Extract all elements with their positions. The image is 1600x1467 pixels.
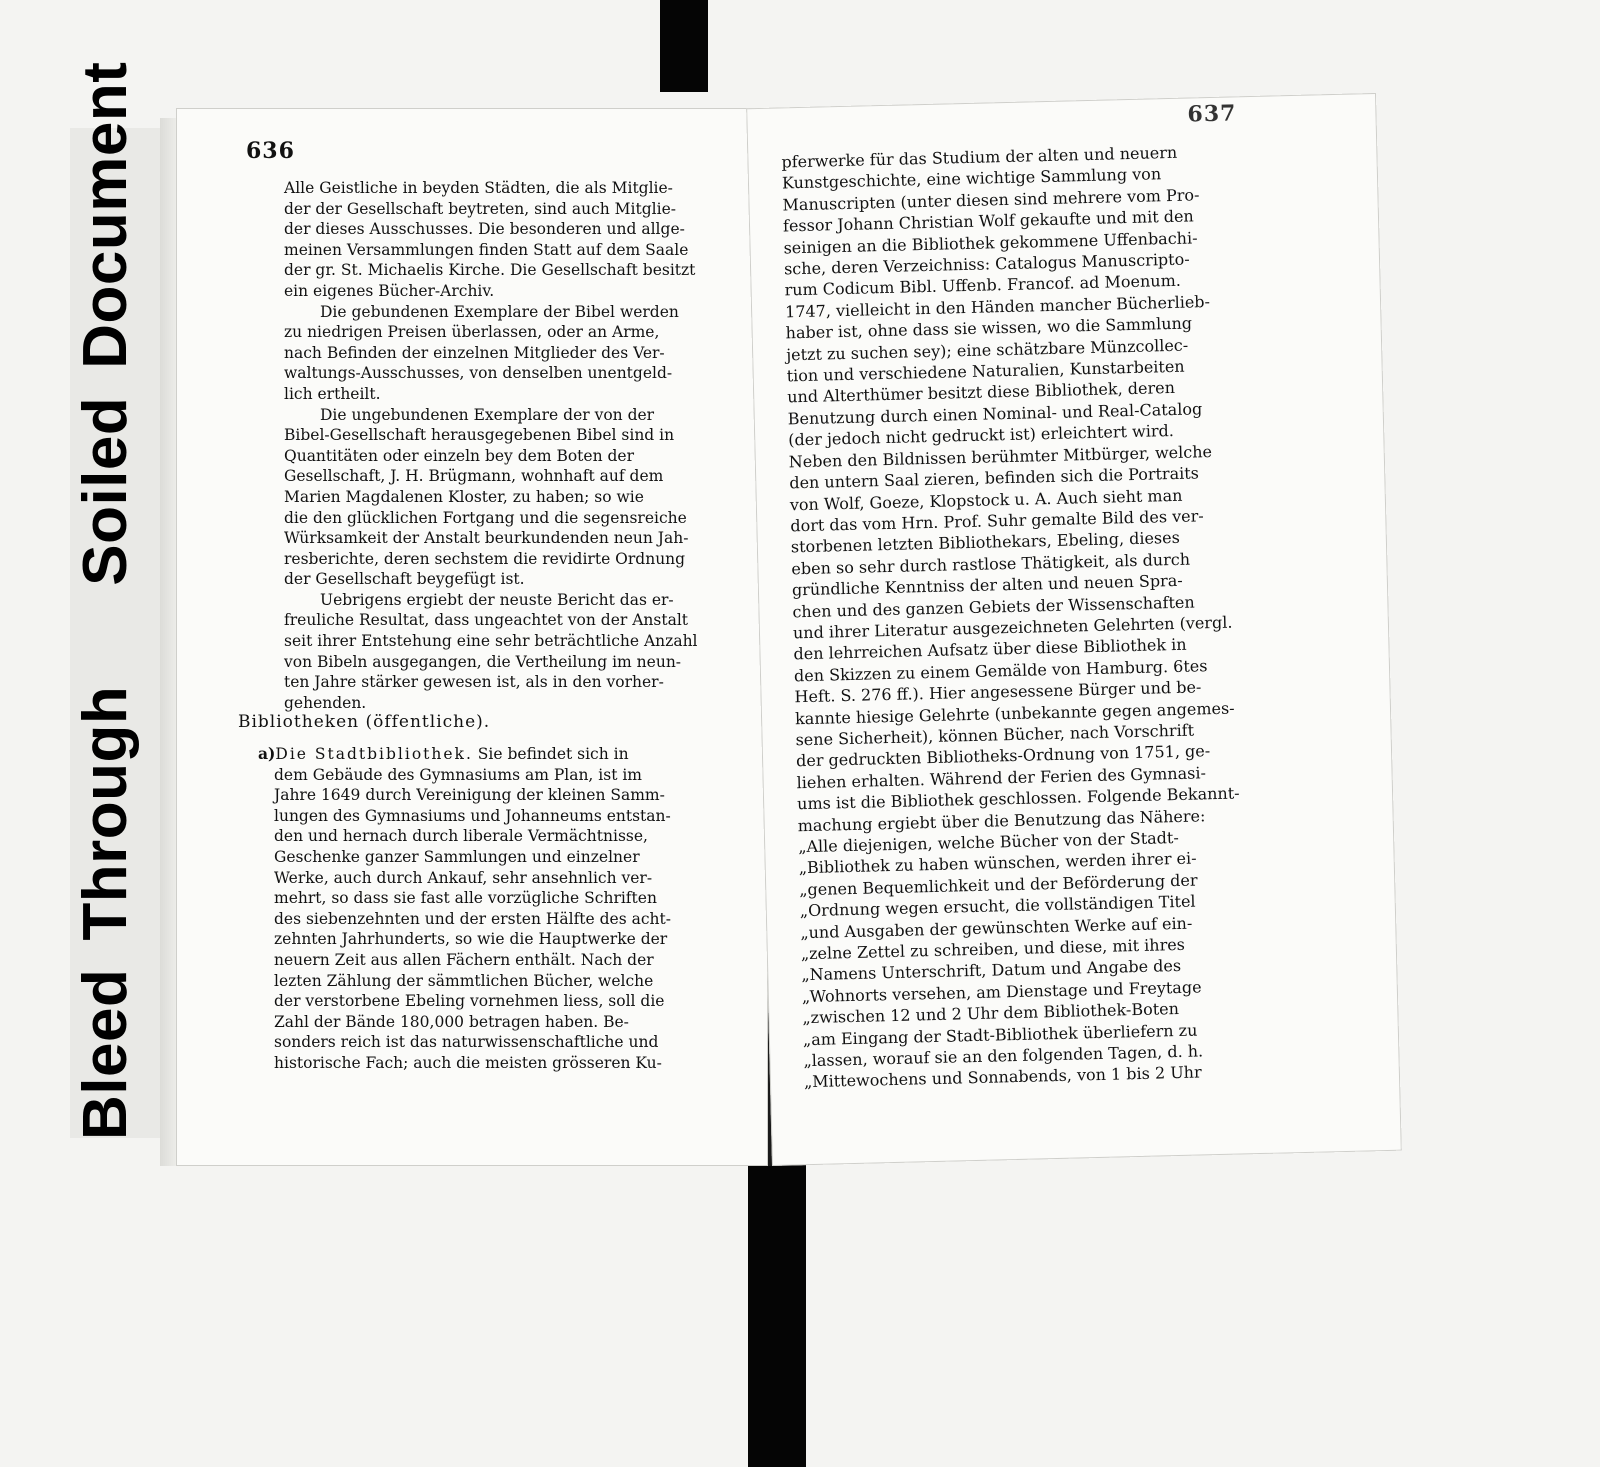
text-line: zehnten Jahrhunderts, so wie die Hauptwerke der bbox=[274, 930, 668, 949]
text-line: Marien Magdalenen Kloster, zu haben; so wie bbox=[284, 487, 644, 506]
text-line: rum Codicum Bibl. Uffenb. Francof. ad Moenum. bbox=[784, 271, 1182, 300]
text-line: „Bibliothek zu haben wünschen, werden ihrer ei- bbox=[798, 848, 1197, 878]
text-line: den Skizzen zu einem Gemälde von Hamburg. 6tes bbox=[793, 655, 1208, 686]
text-line: freuliche Resultat, dass ungeachtet von der Anstalt bbox=[284, 611, 689, 630]
text-line: Die ungebundenen Exemplare der von der bbox=[320, 405, 655, 424]
text-line: den untern Saal zieren, befinden sich die Portraits bbox=[789, 463, 1200, 493]
text-line: den und hernach durch liberale Vermächtnisse, bbox=[274, 827, 648, 846]
text-line: „Mittewochens und Sonnabends, von 1 bis 2 Uhr bbox=[803, 1062, 1202, 1092]
text-line: zu niedrigen Preisen überlassen, oder an Arme, bbox=[284, 323, 660, 342]
right-page bbox=[746, 93, 1402, 1166]
text-line: meinen Versammlungen finden Statt auf dem Saale bbox=[284, 240, 689, 259]
text-line: jetzt zu suchen sey); eine schätzbare Münzcollec- bbox=[785, 335, 1189, 365]
text-line: „Alle diejenigen, welche Bücher von der Stadt- bbox=[797, 827, 1179, 857]
entry-title: Die Stadtbibliothek. bbox=[275, 745, 473, 763]
library-entry bbox=[258, 744, 736, 1074]
text-line: und ihrer Literatur ausgezeichneten Gelehrten (vergl. bbox=[792, 612, 1233, 643]
text-line: Alle Geistliche in beyden Städten, die als Mitglie- bbox=[284, 179, 673, 197]
text-line: Heft. S. 276 ff.). Hier angesessene Bürger und be- bbox=[794, 677, 1202, 707]
text-line: dort das vom Hrn. Prof. Suhr gemalte Bild des ver- bbox=[790, 506, 1204, 536]
text-line: kannte hiesige Gelehrte (unbekannte gegen angemes- bbox=[794, 698, 1235, 728]
text-line: sene Sicherheit), können Bücher, nach Vorschrift bbox=[795, 720, 1195, 750]
text-line: tion und verschiedene Naturalien, Kunstarbeiten bbox=[786, 356, 1185, 386]
text-line: neuern Zeit aus allen Fächern enthält. Nach der bbox=[274, 950, 654, 969]
text-line: „zwischen 12 und 2 Uhr dem Bibliothek-Boten bbox=[802, 999, 1180, 1028]
text-line: gehenden. bbox=[284, 693, 367, 712]
text-line: der verstorbene Ebeling vornehmen liess, soll die bbox=[274, 992, 665, 1011]
text-line: Neben den Bildnissen berühmter Mitbürger, welche bbox=[788, 441, 1213, 472]
paragraph bbox=[284, 590, 736, 714]
text-line: seinigen an die Bibliothek gekommene Uffenbachi- bbox=[783, 227, 1198, 258]
binding-tape-top bbox=[660, 0, 708, 92]
text-line: 1747, vielleicht in den Händen mancher Bücherlieb- bbox=[784, 291, 1211, 322]
text-line: „zelne Zettel zu schreiben, und diese, mit ihres bbox=[800, 934, 1186, 964]
text-line: storbenen letzten Bibliothekars, Ebeling, dieses bbox=[790, 528, 1181, 557]
text-line: „am Eingang der Stadt-Bibliothek überliefern zu bbox=[802, 1020, 1198, 1049]
text-line: mehrt, so dass sie fast alle vorzügliche Schriften bbox=[274, 889, 657, 908]
text-line: waltungs-Ausschusses, von denselben unentgeld- bbox=[284, 364, 673, 383]
entry-first-line bbox=[258, 744, 736, 765]
text-line: sonders reich ist das naturwissenschaftliche und bbox=[274, 1033, 659, 1052]
text-line: „Namens Unterschrift, Datum und Angabe des bbox=[801, 956, 1182, 985]
text-line: Kunstgeschichte, eine wichtige Sammlung von bbox=[781, 164, 1162, 193]
text-line: Manuscripten (unter diesen sind mehrere vom Pro- bbox=[782, 185, 1200, 215]
text-line: ein eigenes Bücher-Archiv. bbox=[284, 281, 495, 300]
text-line: „genen Bequemlichkeit und der Beförderung der bbox=[799, 870, 1198, 900]
text-line: „Ordnung wegen ersucht, die vollständigen Titel bbox=[799, 891, 1196, 921]
page-number: 637 bbox=[1187, 100, 1237, 128]
text-line: der der Gesellschaft beytreten, sind auch Mitglie- bbox=[284, 199, 676, 218]
left-page-body bbox=[284, 178, 736, 713]
text-line: eben so sehr durch rastlose Thätigkeit, als durch bbox=[791, 549, 1191, 579]
text-line: der dieses Ausschusses. Die besonderen und allge- bbox=[284, 220, 685, 239]
stamp-word: Document bbox=[71, 61, 140, 369]
text-line: Bibel-Gesellschaft herausgegebenen Bibel sind in bbox=[284, 426, 675, 445]
text-line: Benutzung durch einen Nominal- und Real-Catalog bbox=[787, 399, 1203, 429]
left-page bbox=[176, 108, 772, 1166]
text-line: machung ergiebt über die Benutzung das Nähere: bbox=[797, 805, 1206, 835]
text-line: der gedruckten Bibliotheks-Ordnung von 1751, ge- bbox=[795, 741, 1211, 771]
condition-stamp bbox=[70, 62, 141, 1140]
text-line: fessor Johann Christian Wolf gekaufte und mit den bbox=[782, 206, 1194, 236]
text-line: Uebrigens ergiebt der neuste Bericht das er- bbox=[320, 590, 674, 609]
text-line: Quantitäten oder einzeln bey dem Boten der bbox=[284, 446, 634, 465]
text-line: lungen des Gymnasiums und Johanneums entstan- bbox=[274, 806, 671, 825]
text-line: lezten Zählung der sämmtlichen Bücher, welche bbox=[274, 971, 654, 990]
text-line: von Wolf, Goeze, Klopstock u. A. Auch sieht man bbox=[789, 485, 1183, 514]
paragraph bbox=[284, 405, 736, 590]
section-heading: Bibliotheken (öffentliche). bbox=[238, 712, 491, 732]
stamp-word: Soiled bbox=[71, 396, 140, 586]
text-line: dem Gebäude des Gymnasiums am Plan, ist im bbox=[274, 765, 643, 784]
text-line: Geschenke ganzer Sammlungen und einzelner bbox=[274, 847, 640, 866]
text-line: der Gesellschaft beygefügt ist. bbox=[284, 570, 525, 589]
text-line: sche, deren Verzeichniss: Catalogus Manuscripto- bbox=[783, 249, 1190, 279]
binding-tape-bottom bbox=[748, 1162, 806, 1467]
text-line: nach Befinden der einzelnen Mitglieder des Ver- bbox=[284, 343, 665, 362]
text-line: und Alterthümer besitzt diese Bibliothek, deren bbox=[786, 378, 1176, 407]
text-line: resberichte, deren sechstem die revidirte Ordnung bbox=[284, 549, 686, 568]
text-line: historische Fach; auch die meisten grösseren Ku- bbox=[274, 1053, 662, 1072]
page-number: 636 bbox=[246, 138, 295, 164]
right-page-body bbox=[781, 140, 1292, 1094]
text-line: (der jedoch nicht gedruckt ist) erleichtert wird. bbox=[788, 421, 1175, 450]
text-line: die den glücklichen Fortgang und die segensreiche bbox=[284, 508, 687, 527]
text-line: lich ertheilt. bbox=[284, 384, 381, 403]
text-line: seit ihrer Entstehung eine sehr beträchtliche Anzahl bbox=[284, 632, 698, 651]
entry-marker: a) bbox=[258, 744, 276, 763]
entry-first-line-text: Sie befindet sich in bbox=[472, 745, 629, 763]
text-line: Jahre 1649 durch Vereinigung der kleinen Samm- bbox=[274, 786, 665, 805]
paragraph bbox=[284, 178, 736, 302]
text-line: Zahl der Bände 180,000 betragen haben. Be- bbox=[274, 1012, 629, 1031]
text-line: haber ist, ohne dass sie wissen, wo die Sammlung bbox=[785, 313, 1193, 343]
text-line: „und Ausgaben der gewünschten Werke auf ein- bbox=[800, 913, 1193, 942]
text-line: liehen erhalten. Während der Ferien des Gymnasi- bbox=[796, 763, 1207, 793]
text-line: Die gebundenen Exemplare der Bibel werden bbox=[320, 302, 679, 321]
text-line: gründliche Kenntniss der alten und neuen Spra- bbox=[791, 570, 1183, 600]
text-line: „Wohnorts versehen, am Dienstage und Freytage bbox=[801, 977, 1202, 1007]
text-line: chen und des ganzen Gebiets der Wissenschaften bbox=[792, 592, 1195, 621]
stamp-word: Bleed bbox=[71, 968, 140, 1140]
text-line: Gesellschaft, J. H. Brügmann, wohnhaft auf dem bbox=[284, 467, 664, 486]
text-line: des siebenzehnten und der ersten Hälfte des acht- bbox=[274, 909, 671, 928]
stamp-word: Through bbox=[71, 685, 140, 941]
text-line: von Bibeln ausgegangen, die Vertheilung im neun- bbox=[284, 652, 682, 671]
text-line: Würksamkeit der Anstalt beurkundenden neun Jah- bbox=[284, 529, 689, 548]
text-line: pferwerke für das Studium der alten und neuern bbox=[781, 142, 1178, 172]
text-line: ums ist die Bibliothek geschlossen. Folgende Bekannt- bbox=[796, 783, 1240, 814]
text-line: Werke, auch durch Ankauf, sehr ansehnlich ver- bbox=[274, 868, 653, 887]
text-line: „lassen, worauf sie an den folgenden Tagen, d. h. bbox=[803, 1041, 1204, 1071]
paragraph bbox=[284, 302, 736, 405]
text-line: den lehrreichen Aufsatz über diese Bibliothek in bbox=[793, 635, 1187, 664]
text-line: ten Jahre stärker gewesen ist, als in den vorher- bbox=[284, 673, 664, 692]
text-line: der gr. St. Michaelis Kirche. Die Gesellschaft besitzt bbox=[284, 261, 696, 280]
